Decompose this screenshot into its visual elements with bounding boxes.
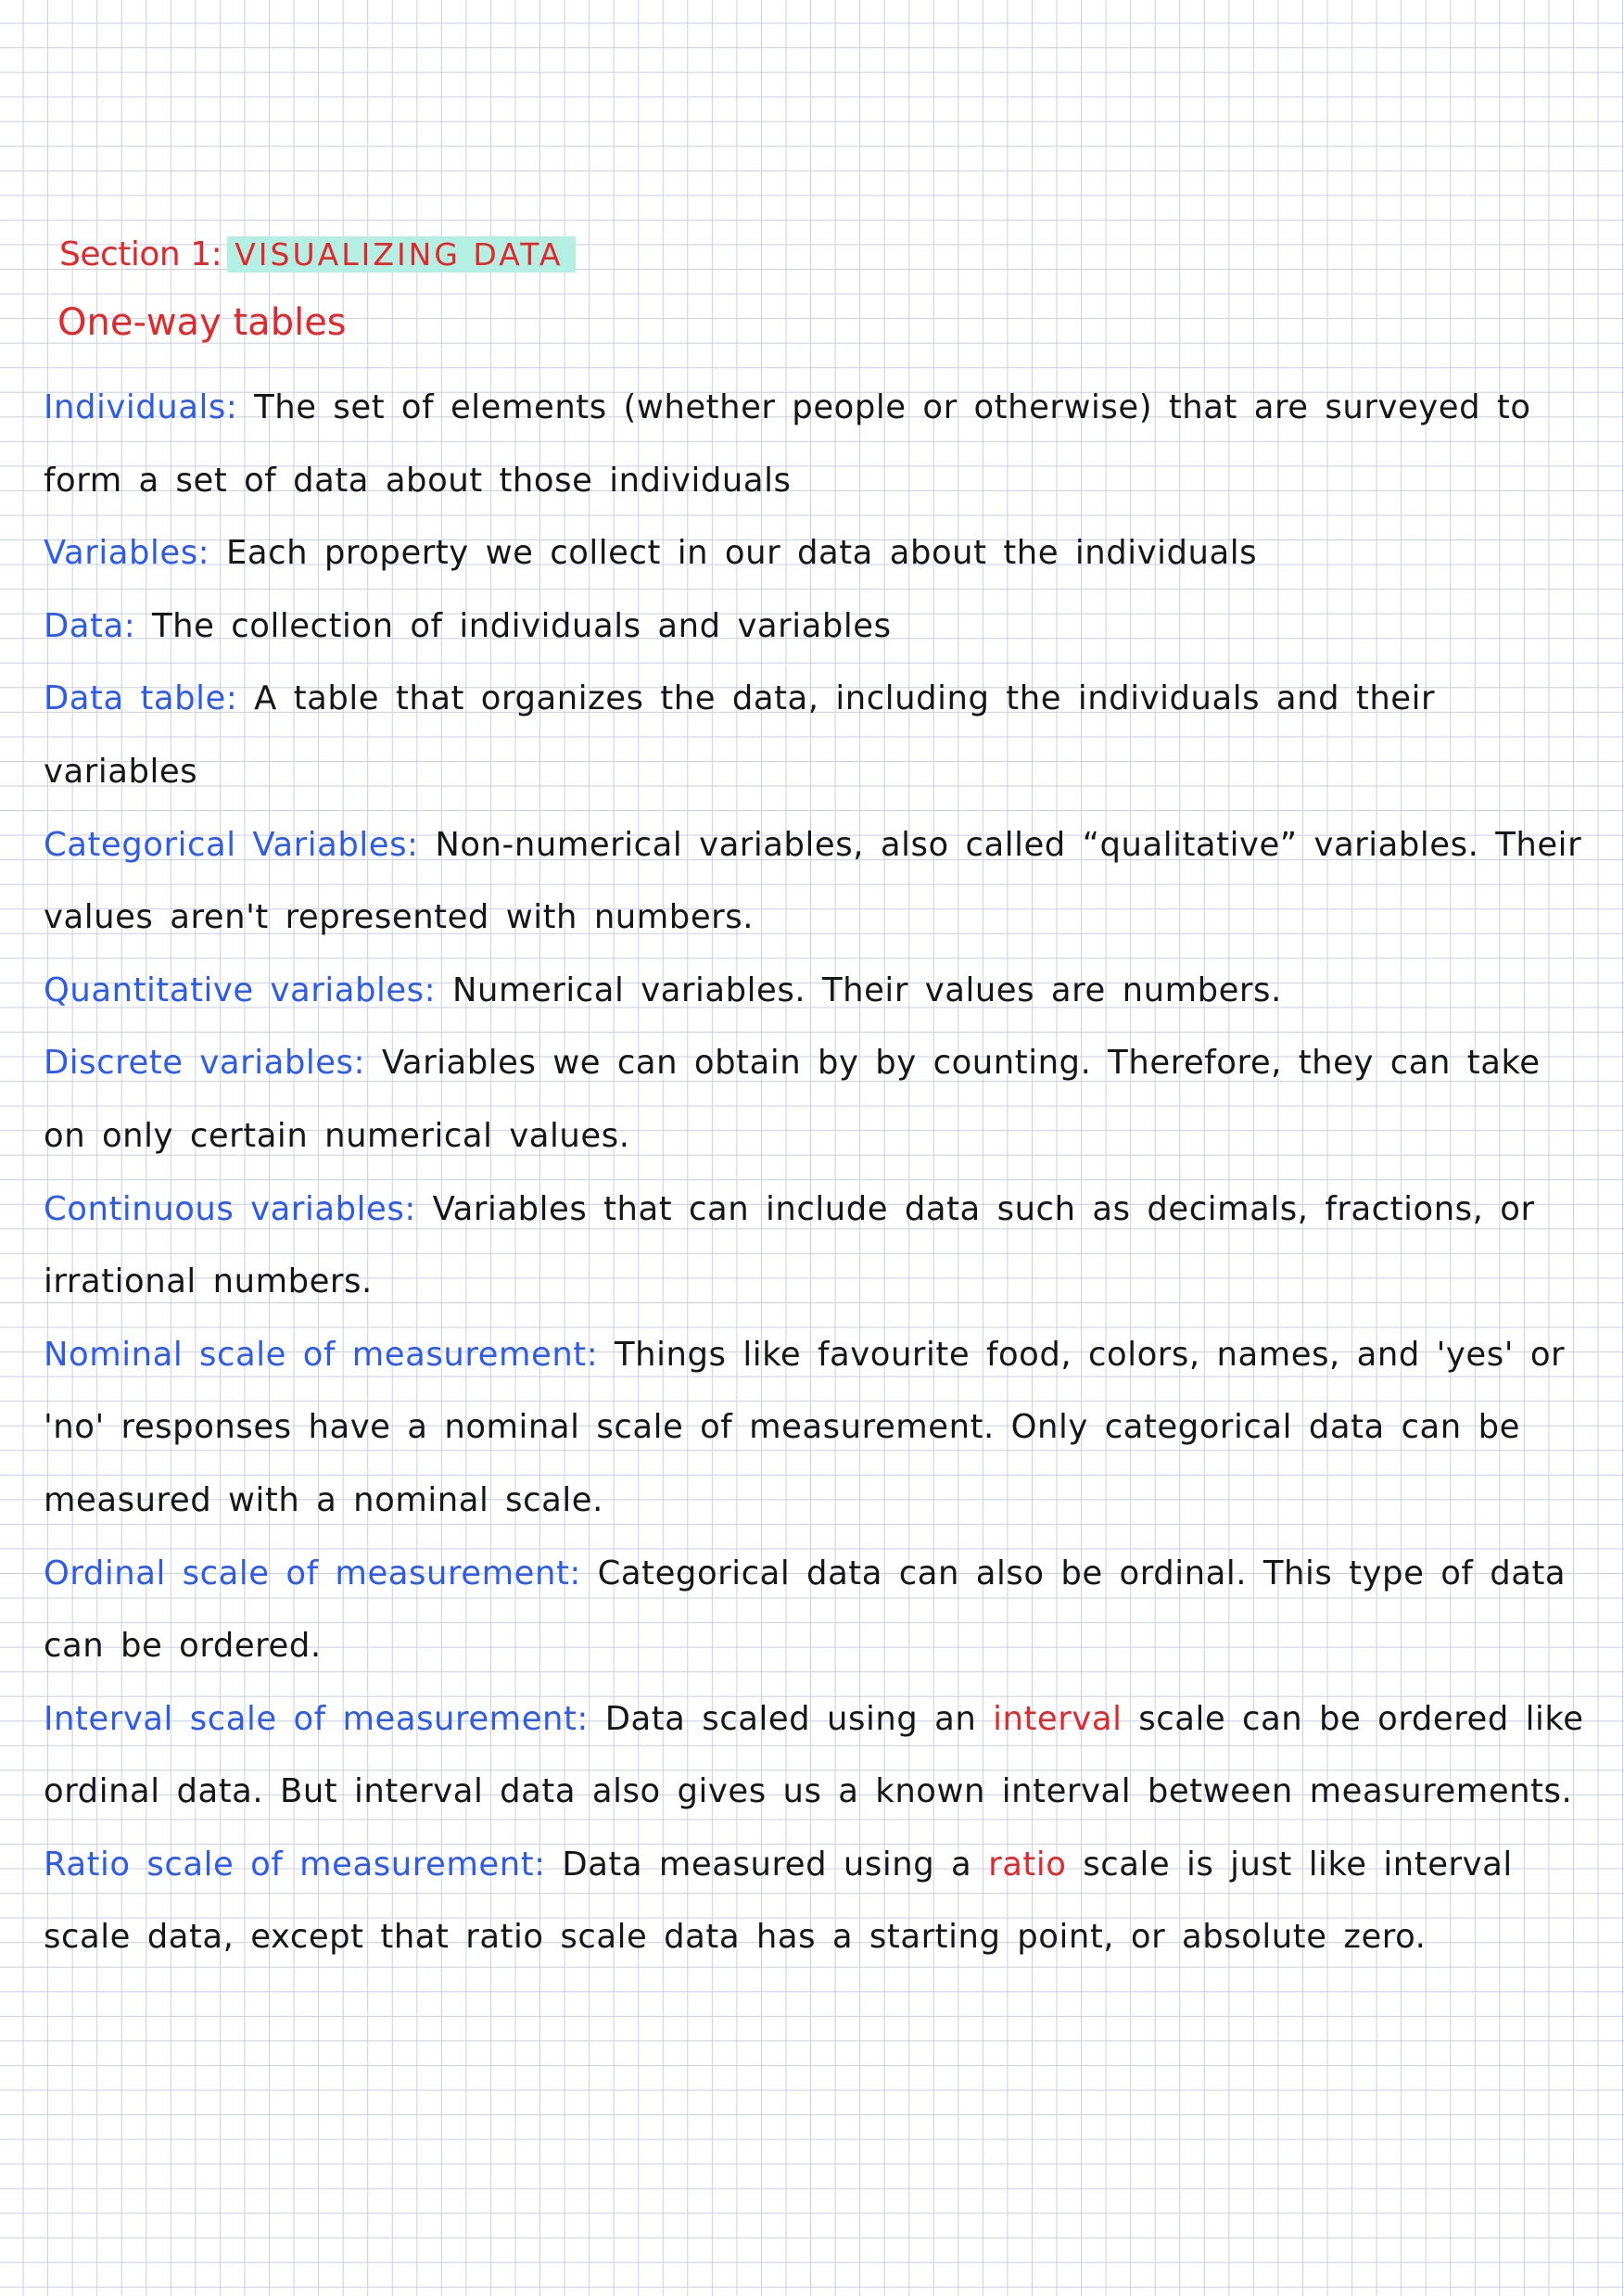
definition-variables: [44, 517, 1590, 590]
definition-discrete-variables: [44, 1027, 1590, 1173]
definition-nominal-scale: [44, 1319, 1590, 1538]
definition-ratio-scale: [44, 1829, 1590, 1974]
definition-term: Data table:: [44, 679, 238, 718]
definition-categorical-variables: [44, 809, 1590, 955]
definition-text: The collection of individuals and variables: [135, 606, 892, 645]
definition-text: Non-numerical variables, also called “qualitative” variables. Their values aren't represented with numbers.: [44, 825, 1582, 937]
definition-text: Variables we can obtain by by counting. Therefore, they can take on only certain numerical values.: [44, 1044, 1541, 1155]
definition-text: Things like favourite food, colors, names, and 'yes' or 'no' responses have a nominal scale of measurement. Only categorical data can be measured with a nominal scale.: [44, 1335, 1566, 1519]
definition-term: Categorical Variables:: [44, 825, 419, 864]
definition-term: Ordinal scale of measurement:: [44, 1554, 581, 1592]
definition-continuous-variables: [44, 1173, 1590, 1319]
section-title: VISUALIZING DATA: [227, 236, 576, 273]
definition-term: Individuals:: [44, 388, 238, 426]
definition-text: The set of elements (whether people or otherwise) that are surveyed to form a set of data about those individuals: [44, 388, 1531, 500]
definition-data: [44, 590, 1590, 664]
highlight-word: interval: [993, 1699, 1123, 1738]
definition-text: Data measured using a: [545, 1845, 989, 1884]
definition-text: Each property we collect in our data about the individuals: [209, 534, 1258, 573]
definition-ordinal-scale: [44, 1538, 1590, 1683]
definition-term: Variables:: [44, 534, 210, 573]
definition-text: Categorical data can also be ordinal. This type of data can be ordered.: [44, 1554, 1567, 1666]
definition-text: Variables that can include data such as decimals, fractions, or irrational numbers.: [44, 1189, 1535, 1301]
definition-quantitative-variables: [44, 955, 1590, 1028]
definition-term: Interval scale of measurement:: [44, 1699, 589, 1738]
definition-text: A table that organizes the data, including the individuals and their variables: [44, 679, 1436, 791]
definition-term: Nominal scale of measurement:: [44, 1335, 599, 1374]
section-heading: [59, 228, 576, 282]
definition-data-table: [44, 663, 1590, 808]
definition-individuals: [44, 372, 1590, 517]
subheading: One-way tables: [57, 301, 347, 344]
definitions-list: [44, 372, 1590, 1974]
definition-text: scale is just like interval scale data, except that ratio scale data has a starting point, or absolute zero.: [44, 1845, 1513, 1957]
definition-term: Ratio scale of measurement:: [44, 1845, 546, 1884]
definition-interval-scale: [44, 1683, 1590, 1829]
definition-term: Continuous variables:: [44, 1189, 416, 1228]
definition-term: Data:: [44, 606, 136, 645]
definition-term: Quantitative variables:: [44, 970, 437, 1009]
definition-term: Discrete variables:: [44, 1044, 366, 1083]
section-label: Section 1:: [59, 235, 222, 273]
definition-text: scale can be ordered like ordinal data. But interval data also gives us a known interval between measurements.: [44, 1699, 1584, 1811]
definition-text: Numerical variables. Their values are numbers.: [436, 970, 1282, 1009]
highlight-word: ratio: [988, 1845, 1067, 1884]
definition-text: Data scaled using an: [588, 1699, 994, 1738]
